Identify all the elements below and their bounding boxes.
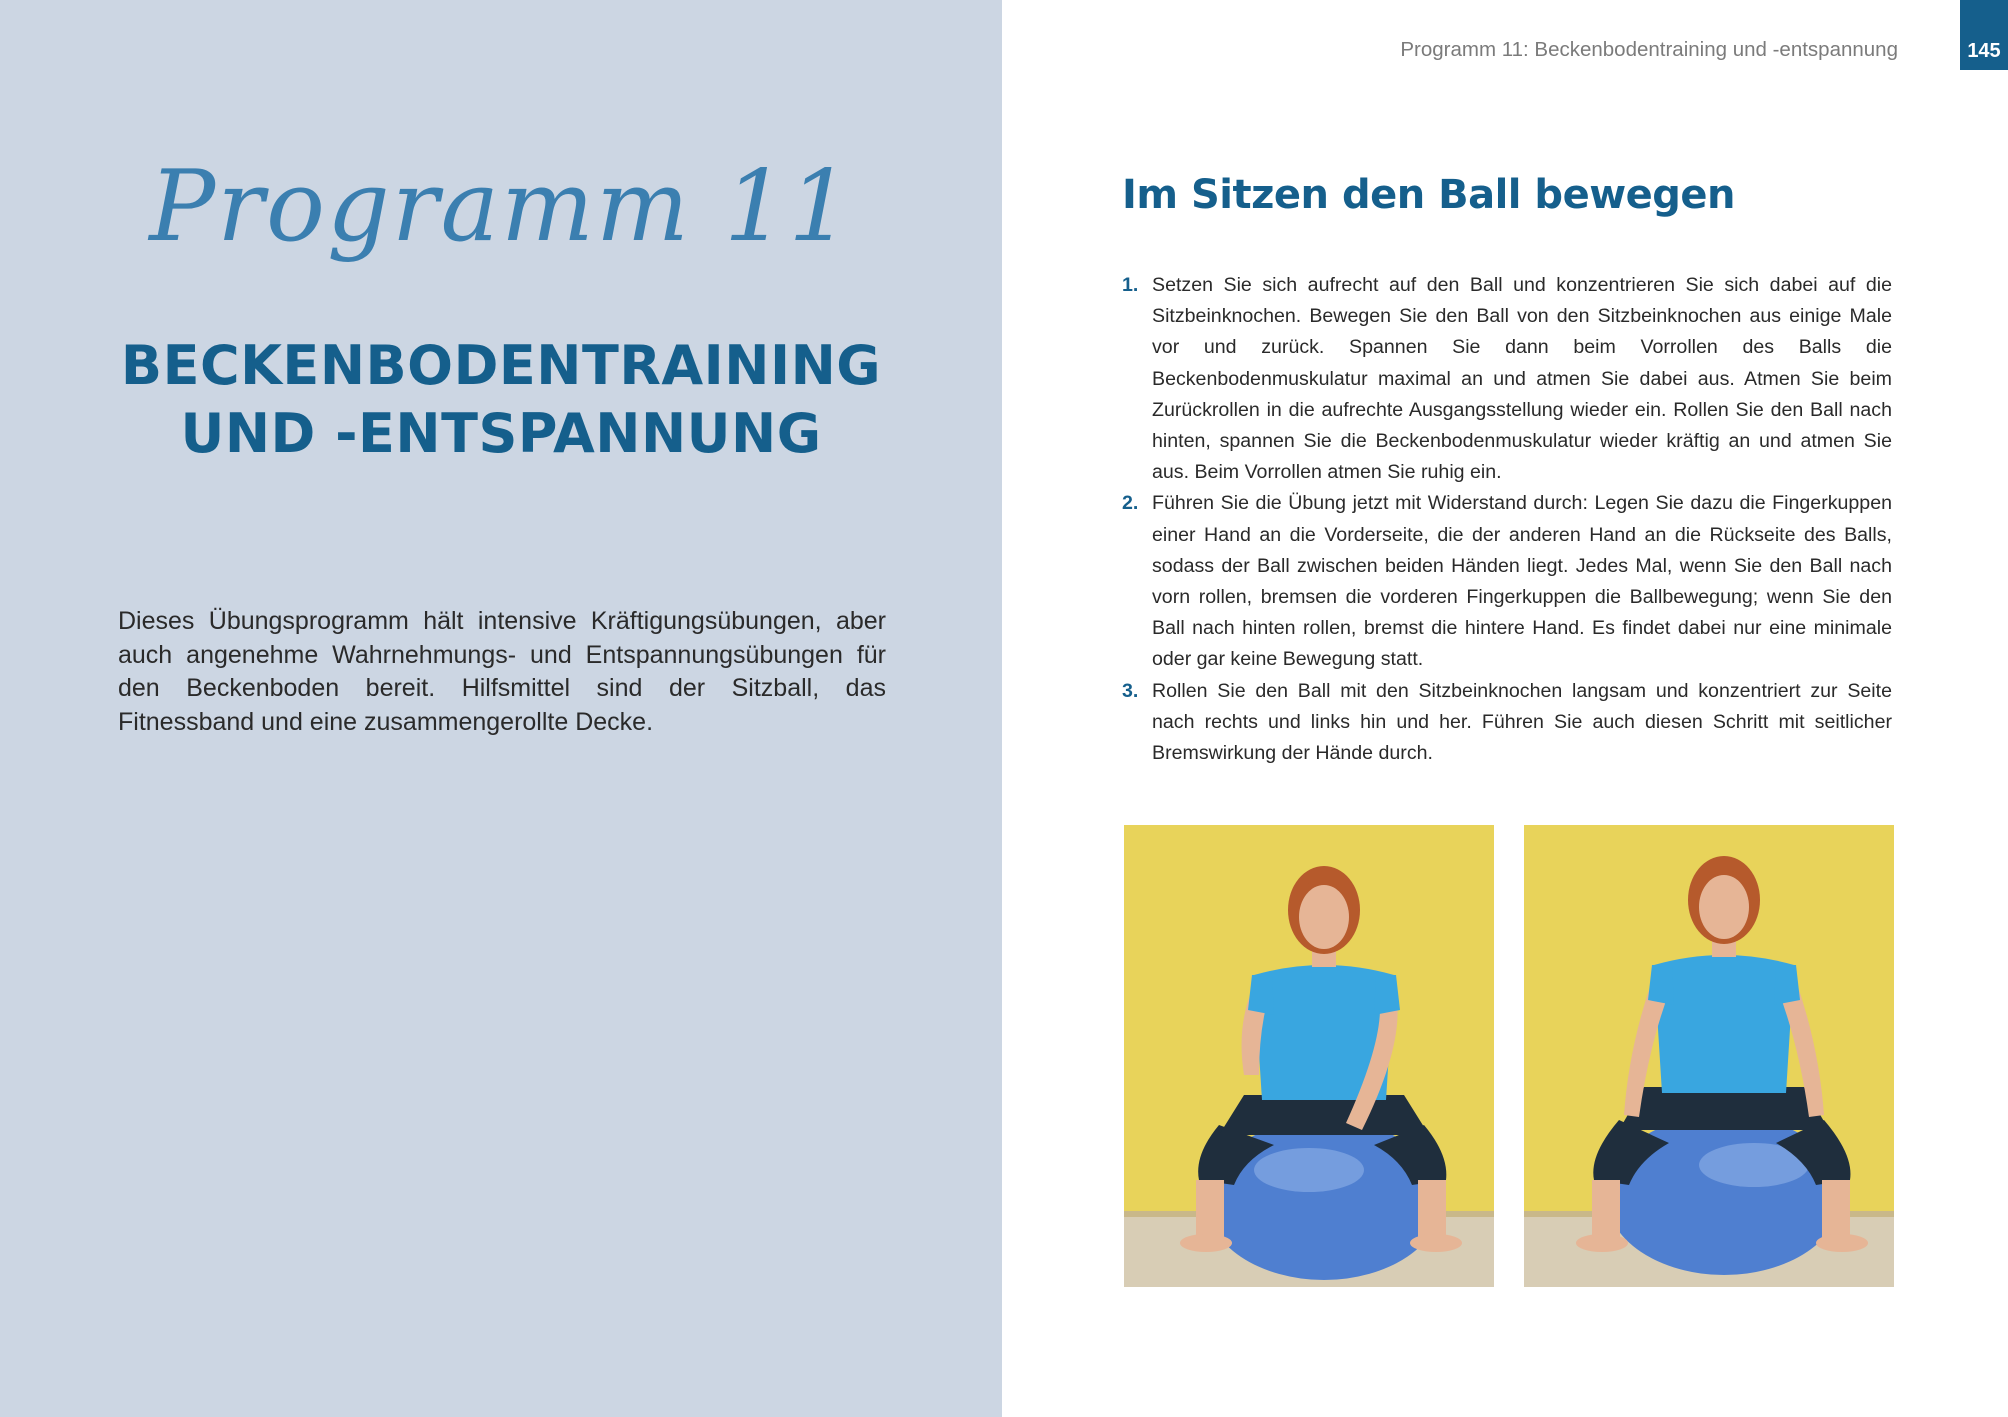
- page-number: 145: [1960, 0, 2008, 70]
- left-page: [0, 0, 1002, 1417]
- step-text: Führen Sie die Übung jetzt mit Widerstand durch: Legen Sie dazu die Fingerkuppen einer Hand an die Vorderseite, die der anderen Hand an die Rückseite des Balls, sodass der Ball zwischen beiden Händen liegt. Jedes Mal, wenn Sie den Ball nach vorn rollen, bremsen die vorderen Fingerkuppen die Ballbewegung; wenn Sie den Ball nach hinten rollen, bremst die hintere Hand. Es findet dabei nur eine minimale oder gar keine Bewegung statt.: [1152, 492, 1892, 671]
- running-head: Programm 11: Beckenbodentraining und -entspannung: [1400, 38, 1898, 61]
- step-item: [1122, 676, 1892, 770]
- chapter-title: [0, 332, 1002, 468]
- step-list: [1122, 270, 1892, 769]
- intro-paragraph: Dieses Übungsprogramm hält intensive Kräftigungsübungen, aber auch angenehme Wahrnehmungs- und Entspannungsübungen für den Beckenboden bereit. Hilfsmittel sind der Sitzball, das Fitnessband und eine zusammengerollte Decke.: [118, 607, 886, 736]
- step-number: 1.: [1122, 274, 1139, 296]
- step-text: Setzen Sie sich aufrecht auf den Ball und konzentrieren Sie sich dabei auf die Sitzbeinknochen. Bewegen Sie den Ball von den Sitzbeinknochen aus einige Male vor und zurück. Spannen Sie dann beim Vorrollen des Balls die Beckenbodenmuskulatur maximal an und atmen Sie dabei aus. Atmen Sie beim Zurückrollen in die aufrechte Ausgangsstellung wieder ein. Rollen Sie den Ball nach hinten, spannen Sie die Beckenbodenmuskulatur wieder kräftig an und atmen Sie aus. Beim Vorrollen atmen Sie ruhig ein.: [1152, 274, 1892, 484]
- step-text: Rollen Sie den Ball mit den Sitzbeinknochen langsam und konzentriert zur Seite nach rechts und links hin und her. Führen Sie auch diesen Schritt mit seitlicher Bremswirkung der Hände durch.: [1152, 679, 1892, 765]
- step-number: 3.: [1122, 679, 1139, 702]
- chapter-title-line-1: BECKENBODENTRAINING: [120, 334, 882, 397]
- step-item: [1122, 488, 1892, 675]
- step-number: 2.: [1122, 492, 1139, 515]
- section-title: Im Sitzen den Ball bewegen: [1122, 172, 1736, 218]
- right-page: [1002, 0, 2008, 1417]
- exercise-photo-1: [1124, 825, 1494, 1287]
- exercise-photo-2: [1524, 825, 1894, 1287]
- chapter-title-line-2: UND -ENTSPANNUNG: [180, 402, 822, 465]
- step-item: [1122, 270, 1892, 488]
- woman-on-ball-illustration-1: [1124, 825, 1494, 1287]
- woman-on-ball-illustration-2: [1524, 825, 1894, 1287]
- script-title: Programm 11: [149, 150, 853, 264]
